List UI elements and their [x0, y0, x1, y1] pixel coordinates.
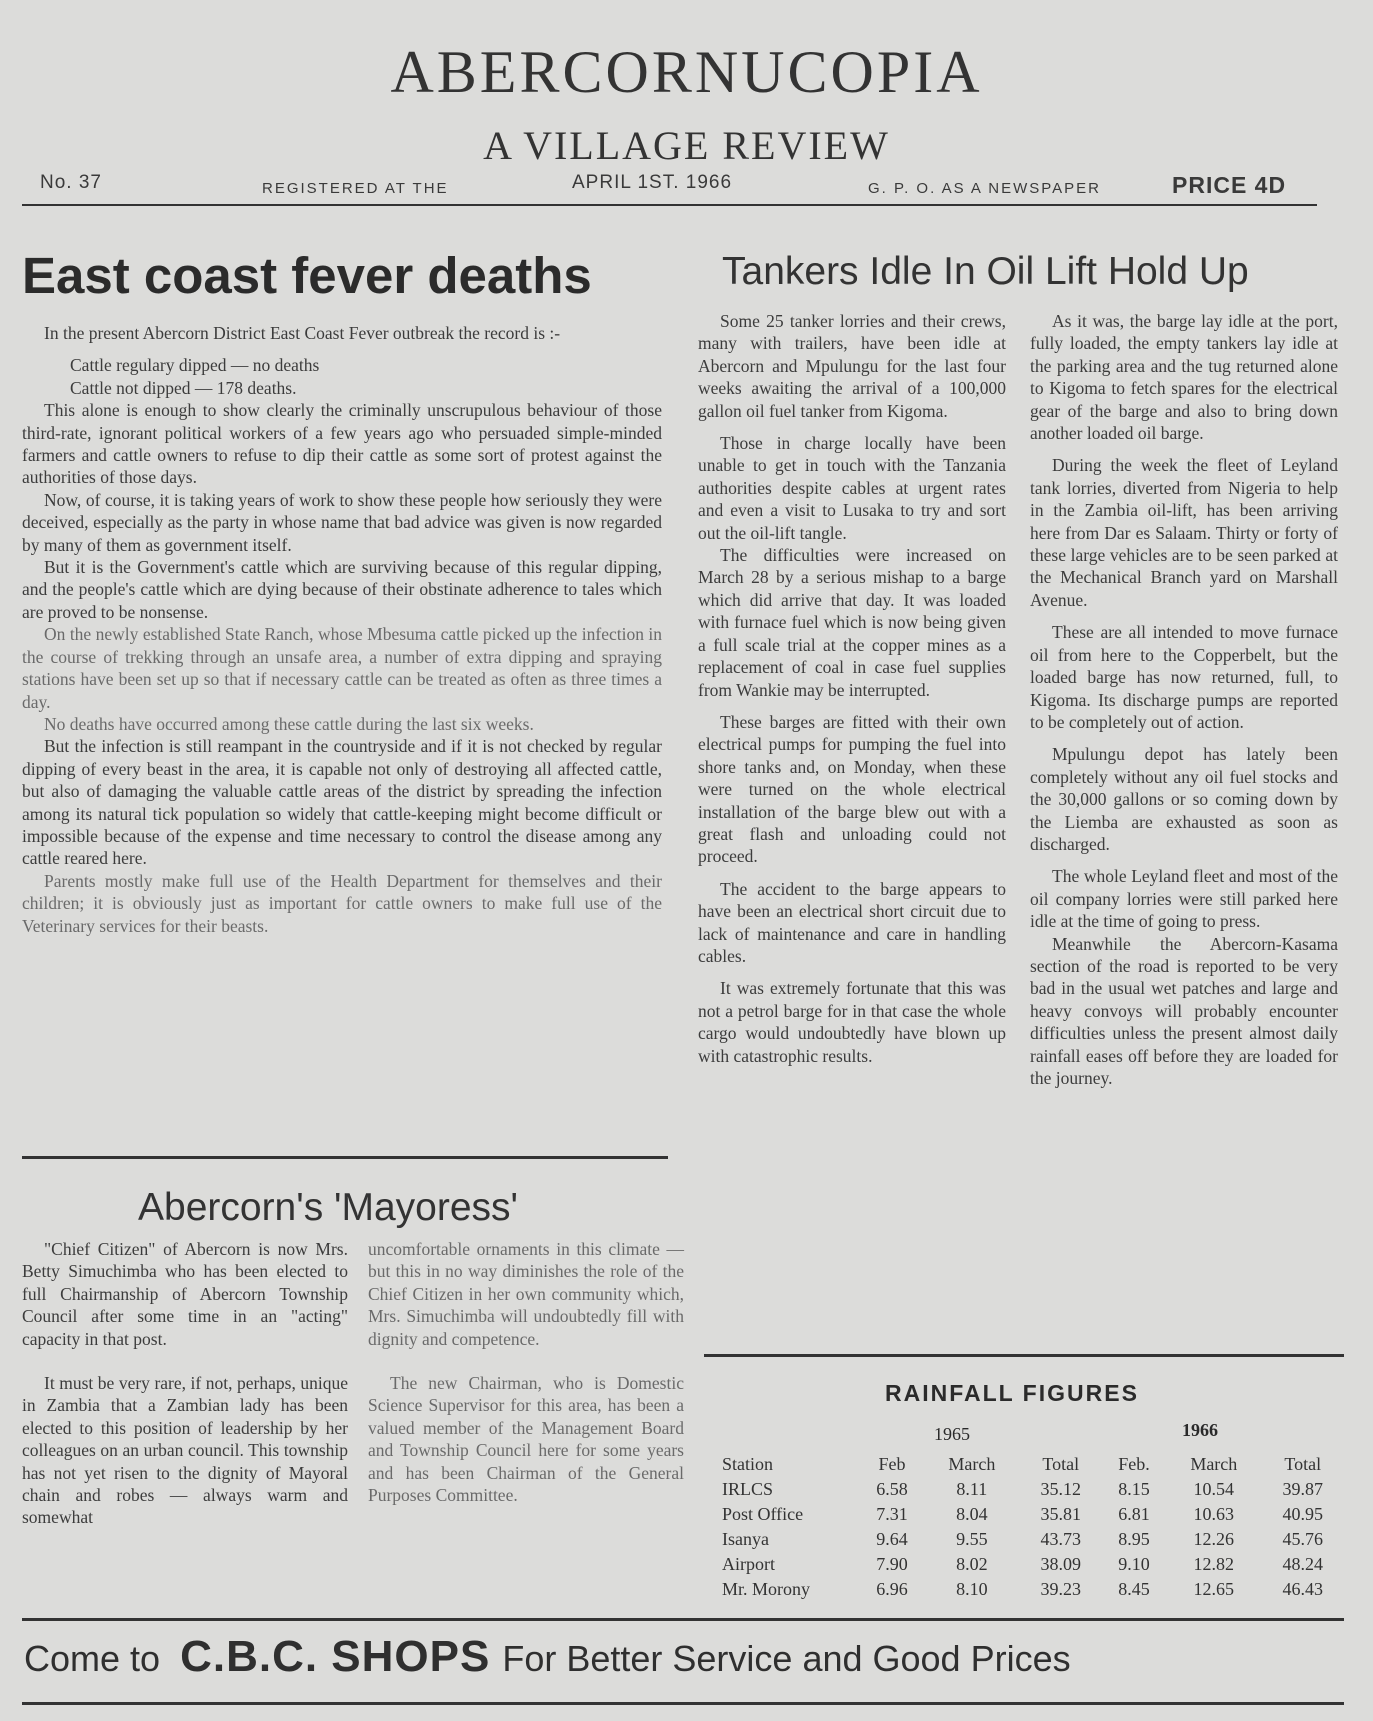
tankers-paragraph: The difficulties were increased on March 28 by a serious mishap to a barge which did arrive that day. It was loaded with furnace fuel which is now being given a full scale trial at the copper mines as a replacement of coal in case fuel supplies from Wankie may be interrupted.	[698, 545, 1006, 700]
station-name: Isanya	[722, 1529, 769, 1549]
tankers-end-rule	[704, 1354, 1344, 1357]
rain-value: 9.64	[876, 1529, 908, 1549]
rain-value: 35.81	[1040, 1504, 1082, 1524]
mayoress-paragraph: "Chief Citizen" of Abercorn is now Mrs. Betty Simuchimba who has been elected to full Chairmanship of Abercorn Township Council after some time in an "acting" capacity in that post.	[22, 1239, 348, 1349]
station-name: Post Office	[722, 1504, 804, 1524]
rain-value: 46.43	[1282, 1579, 1324, 1599]
rain-value: 9.10	[1118, 1554, 1150, 1574]
mayoress-col-2	[368, 1238, 684, 1506]
rain-value: 39.23	[1040, 1579, 1082, 1599]
rainfall-header: Total	[1284, 1454, 1322, 1474]
tankers-paragraph: It was extremely fortunate that this was not a petrol barge for in that case the whole cargo would undoubtedly have blown up with catastrophic results.	[698, 978, 1006, 1066]
mayoress-paragraph: The new Chairman, who is Domestic Science Supervisor for this area, has been a valued member of the Management Board and Township Council here for some years and has been Chairman of the General Purposes Committee.	[368, 1373, 684, 1506]
tankers-paragraph: The whole Leyland fleet and most of the oil company lorries were still parked here idle at the time of going to press.	[1030, 866, 1338, 932]
rainfall-header: Feb	[878, 1454, 906, 1474]
rain-value: 12.26	[1193, 1529, 1235, 1549]
table-row	[722, 1552, 1344, 1577]
mayoress-col-1	[22, 1238, 348, 1529]
fever-paragraph: Now, of course, it is taking years of work to show these people how seriously they were deceived, especially as the party in whose name that bad advice was given is now regarded by many of them as government itself.	[22, 489, 662, 555]
fever-record-line: Cattle regulary dipped — no deaths	[70, 355, 320, 376]
tankers-paragraph: Some 25 tanker lorries and their crews, many with trailers, have been idle at Abercorn and Mpulungu for the last four weeks awaiting the arrival of a 100,000 gallon oil fuel tanker from Kigoma.	[698, 311, 1006, 421]
mayoress-paragraph: It must be very rare, if not, perhaps, unique in Zambia that a Zambian lady has been elected to this position of leadership by her colleagues on an urban council. This township has not yet risen to the dignity of Mayoral chain and robes — always warm and somewhat	[22, 1373, 348, 1528]
station-name: IRLCS	[722, 1479, 774, 1499]
rainfall-header: March	[1190, 1454, 1238, 1474]
advert-top-rule	[22, 1618, 1344, 1621]
fever-paragraph: But it is the Government's cattle which are surviving because of this regular dipping, and the people's cattle which are dying because of their obstinate adherence to tales which are proved to be nonsense.	[22, 557, 662, 622]
rainfall-table	[722, 1452, 1344, 1602]
rain-value: 10.63	[1193, 1504, 1235, 1524]
tankers-paragraph: These barges are fitted with their own electrical pumps for pumping the fuel into shore tanks and, on Monday, when these were turned on the whole electrical installation of the barge blew out with a great flash and unloading could not proceed.	[698, 711, 1006, 867]
tankers-col-2	[1030, 310, 1338, 1089]
masthead-rule	[22, 204, 1317, 206]
masthead-title: ABERCORNUCOPIA	[390, 39, 983, 105]
station-name: Airport	[722, 1554, 775, 1574]
rain-value: 6.81	[1118, 1504, 1150, 1524]
station-name: Mr. Morony	[722, 1579, 811, 1599]
tankers-paragraph: Meanwhile the Abercorn-Kasama section of the road is reported to be very bad in the usual wet patches and large and heavy convoys will probably encounter difficulties unless the present almost daily rainfall eases off before they are loaded for the journey.	[1030, 933, 1338, 1088]
price: PRICE 4D	[1172, 172, 1287, 198]
tankers-paragraph: Those in charge locally have been unable to get in touch with the Tanzania authorities despite cables at urgent rates and even a visit to Lusaka to try and sort out the oil-lift tangle.	[698, 433, 1006, 543]
advert-tagline: For Better Service and Good Prices	[502, 1638, 1071, 1679]
rain-value: 12.82	[1193, 1554, 1235, 1574]
table-row	[722, 1477, 1344, 1502]
rain-value: 6.96	[876, 1579, 908, 1599]
tankers-paragraph: Mpulungu depot has lately been completely without any oil fuel stocks and the 30,000 gallons or so coming down by the Liemba are exhausted as soon as discharged.	[1030, 744, 1338, 854]
rain-value: 35.12	[1040, 1479, 1082, 1499]
advert-bottom-rule	[22, 1702, 1344, 1705]
fever-paragraph: Parents mostly make full use of the Health Department for themselves and their children; it is obviously just as important for cattle owners to make full use of the Veterinary services for their beasts.	[22, 870, 662, 936]
masthead-subtitle: A VILLAGE REVIEW	[483, 123, 890, 168]
rain-value: 8.04	[956, 1504, 988, 1524]
issue-date: APRIL 1ST. 1966	[572, 172, 733, 193]
rain-value: 8.11	[956, 1479, 988, 1499]
issue-number: No. 37	[40, 172, 102, 193]
fever-paragraph: No deaths have occurred among these cattle during the last six weeks.	[44, 713, 534, 734]
table-row	[722, 1577, 1344, 1602]
registered-right: G. P. O. AS A NEWSPAPER	[868, 180, 1102, 197]
rain-value: 8.10	[956, 1579, 988, 1599]
rain-value: 9.55	[956, 1529, 988, 1549]
rain-value: 8.95	[1118, 1529, 1150, 1549]
tankers-paragraph: The accident to the barge appears to have been an electrical short circuit due to lack of maintenance and care in handling cables.	[698, 878, 1006, 966]
advert-brand: C.B.C. SHOPS	[180, 1632, 491, 1681]
rain-value: 40.95	[1282, 1504, 1324, 1524]
rain-value: 7.90	[876, 1554, 908, 1574]
tankers-paragraph: During the week the fleet of Leyland tank lorries, diverted from Nigeria to help in the Zambia oil-lift, has been arriving here from Dar es Salaam. Thirty or forty of these large vehicles are to be seen parked at the Mechanical Branch yard on Marshall Avenue.	[1030, 455, 1338, 610]
rain-value: 8.45	[1118, 1579, 1150, 1599]
table-row	[722, 1502, 1344, 1527]
rain-value: 45.76	[1282, 1529, 1324, 1549]
rainfall-header: Total	[1042, 1454, 1080, 1474]
tankers-paragraph: As it was, the barge lay idle at the port, fully loaded, the empty tankers lay idle at the parking area and the tug returned alone to Kigoma to fetch spares for the electrical gear of the barge and also to bring down another loaded oil barge.	[1030, 311, 1338, 444]
rainfall-title: RAINFALL FIGURES	[885, 1380, 1139, 1406]
rainfall-year-1965: 1965	[934, 1424, 970, 1444]
table-row	[722, 1527, 1344, 1552]
fever-record-line: Cattle not dipped — 178 deaths.	[70, 377, 297, 398]
tankers-headline: Tankers Idle In Oil Lift Hold Up	[722, 250, 1249, 293]
rain-value: 6.58	[876, 1479, 908, 1499]
fever-paragraph: This alone is enough to show clearly the criminally unscrupulous behaviour of those third-rate, ignorant political workers of a few years ago who persuaded simple-minded farmers and cattle owners to refuse to dip their cattle as some sort of protest against the authorities of those days.	[22, 400, 662, 488]
fever-headline: East coast fever deaths	[22, 247, 592, 304]
registered-left: REGISTERED AT THE	[262, 180, 449, 197]
mayoress-paragraph: uncomfortable ornaments in this climate — but this in no way diminishes the role of the Chief Citizen in her own community which, Mrs. Simuchimba will undoubtedly fill with dignity and competence.	[368, 1239, 684, 1349]
rain-value: 38.09	[1040, 1554, 1082, 1574]
fever-article-body	[22, 322, 662, 937]
rain-value: 43.73	[1040, 1529, 1082, 1549]
advert	[24, 1632, 1071, 1682]
rainfall-header: Feb.	[1118, 1454, 1150, 1474]
rain-value: 8.02	[956, 1554, 988, 1574]
rain-value: 10.54	[1193, 1479, 1235, 1499]
rain-value: 7.31	[876, 1504, 908, 1524]
tankers-col-1	[698, 310, 1006, 1067]
fever-end-rule	[22, 1156, 668, 1159]
rain-value: 39.87	[1282, 1479, 1324, 1499]
rainfall-header: March	[948, 1454, 996, 1474]
mayoress-headline: Abercorn's 'Mayoress'	[138, 1186, 518, 1229]
rain-value: 8.15	[1118, 1479, 1150, 1499]
tankers-paragraph: These are all intended to move furnace oil from here to the Copperbelt, but the loaded barge has now returned, full, to Kigoma. Its discharge pumps are reported to be completely out of action.	[1030, 622, 1338, 732]
fever-paragraph: But the infection is still reampant in the countryside and if it is not checked by regular dipping of every beast in the area, it is capable not only of destroying all affected cattle, but also of damaging the valuable cattle areas of the district by spreading the infection among its natural tick population so widely that cattle-keeping might become difficult or impossible because of the expense and time necessary to control the disease among any cattle reared here.	[22, 736, 662, 869]
rain-value: 48.24	[1282, 1554, 1324, 1574]
fever-paragraph: On the newly established State Ranch, whose Mbesuma cattle picked up the infection in the course of trekking through an unsafe area, a number of extra dipping and spraying stations have been set up so that if necessary cattle can be treated as often as three times a day.	[22, 624, 662, 712]
rain-value: 12.65	[1193, 1579, 1235, 1599]
advert-lead: Come to	[24, 1638, 161, 1679]
fever-paragraph: In the present Abercorn District East Coast Fever outbreak the record is :-	[44, 323, 561, 343]
rainfall-year-1966: 1966	[1182, 1420, 1218, 1440]
rainfall-header: Station	[722, 1454, 774, 1474]
rainfall-header-row	[722, 1452, 1344, 1477]
